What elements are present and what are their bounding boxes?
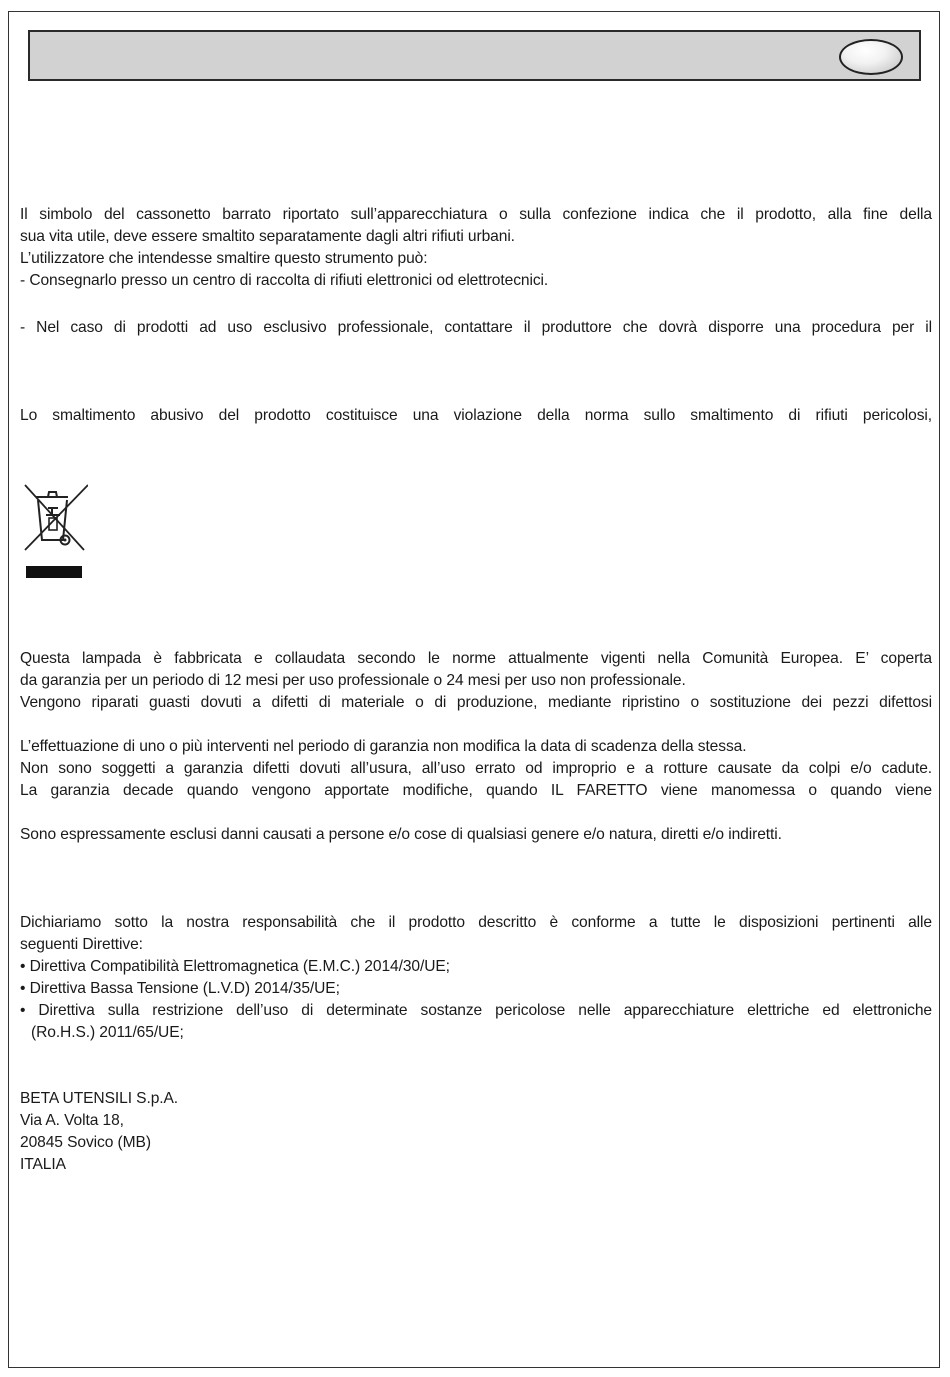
directive-list-item: • Direttiva sulla restrizione dell’uso di determinate sostanze pericolose nelle apparecchiature elettriche ed elettroniche	[20, 1002, 932, 1019]
crossed-out-wheelie-bin-icon	[22, 482, 88, 582]
warranty-text-line: La garanzia decade quando vengono apportate modifiche, quando IL FARETTO viene manomessa o quando viene	[20, 782, 932, 799]
disposal-text-line: L’utilizzatore che intendesse smaltire questo strumento può:	[20, 250, 428, 267]
address-street: Via A. Volta 18,	[20, 1112, 124, 1129]
language-badge	[839, 39, 903, 75]
warranty-text-line: Non sono soggetti a garanzia difetti dovuti all’usura, all’uso errato od improprio e a rotture causate da colpi e/o cadute.	[20, 760, 932, 777]
warranty-text-line: da garanzia per un periodo di 12 mesi per uso professionale o 24 mesi per uso non professionale.	[20, 672, 686, 689]
warranty-text-line: Sono espressamente esclusi danni causati a persone e/o cose di qualsiasi genere e/o natura, diretti e/o indiretti.	[20, 826, 782, 843]
disposal-text-line: Il simbolo del cassonetto barrato riportato sull’apparecchiatura o sulla confezione indica che il prodotto, alla fine della	[20, 206, 932, 223]
directive-list-item: • Direttiva Bassa Tensione (L.V.D) 2014/35/UE;	[20, 980, 340, 997]
disposal-text-line: - Nel caso di prodotti ad uso esclusivo professionale, contattare il produttore che dovrà disporre una procedura per il	[20, 319, 932, 336]
directive-list-item: (Ro.H.S.) 2011/65/UE;	[31, 1024, 184, 1041]
directive-list-item: • Direttiva Compatibilità Elettromagnetica (E.M.C.) 2014/30/UE;	[20, 958, 450, 975]
disposal-text-line: Lo smaltimento abusivo del prodotto costituisce una violazione della norma sullo smaltimento di rifiuti pericolosi,	[20, 407, 932, 424]
declaration-text-line: seguenti Direttive:	[20, 936, 143, 953]
warranty-text-line: L’effettuazione di uno o più interventi nel periodo di garanzia non modifica la data di scadenza della stessa.	[20, 738, 747, 755]
warranty-text-line: Vengono riparati guasti dovuti a difetti di materiale o di produzione, mediante ripristino o sostituzione dei pezzi difettosi	[20, 694, 932, 711]
disposal-text-line: - Consegnarlo presso un centro di raccolta di rifiuti elettronici od elettrotecnici.	[20, 272, 549, 289]
warranty-text-line: Questa lampada è fabbricata e collaudata secondo le norme attualmente vigenti nella Comunità Europea. E’ coperta	[20, 650, 932, 667]
address-city: 20845 Sovico (MB)	[20, 1134, 151, 1151]
address-country: ITALIA	[20, 1156, 66, 1173]
company-name: BETA UTENSILI S.p.A.	[20, 1090, 179, 1107]
declaration-text-line: Dichiariamo sotto la nostra responsabilità che il prodotto descritto è conforme a tutte le disposizioni pertinenti alle	[20, 914, 932, 931]
section-header-bar	[28, 30, 921, 81]
disposal-text-line: sua vita utile, deve essere smaltito separatamente dagli altri rifiuti urbani.	[20, 228, 515, 245]
